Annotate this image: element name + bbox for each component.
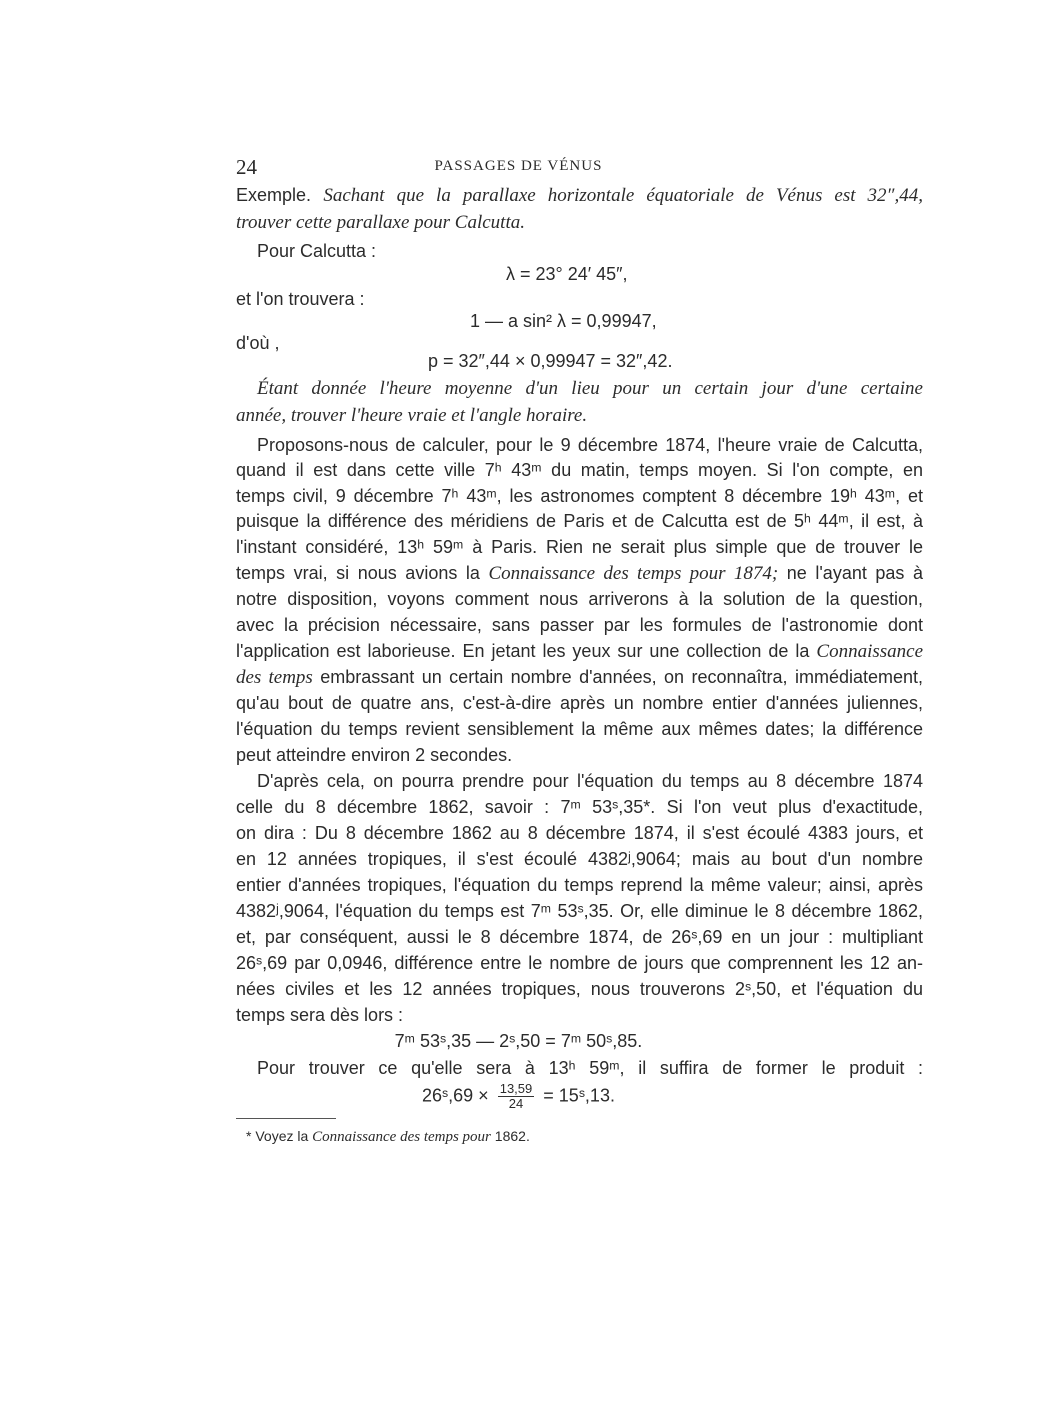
text-line: d'où , [236, 333, 280, 353]
text-line: entier d'années tropiques, l'équation du temps reprend la même valeur; ainsi, après [236, 875, 923, 895]
running-title: PASSAGES DE VÉNUS [434, 158, 603, 174]
text-line: on dira : Du 8 décembre 1862 au 8 décembre 1874, il s'est écoulé 4383 jours, et [236, 823, 923, 843]
text-line [236, 640, 923, 663]
fraction [498, 1082, 535, 1111]
page-number: 24 [236, 155, 257, 179]
text-line: Proposons-nous de calculer, pour le 9 décembre 1874, l'heure vraie de Calcutta, [257, 435, 923, 455]
italic-run: Connaissance [816, 641, 923, 662]
italic-run: Connaissance des temps pour 1874; [488, 563, 779, 584]
text-run: ne l'ayant pas à [778, 563, 923, 583]
formula-left: 26ˢ,69 × [422, 1085, 489, 1106]
text-line: et, par conséquent, aussi le 8 décembre 1874, de 26ˢ,69 en un jour : multipliant [236, 927, 923, 947]
text-line: 4382ʲ,9064, l'équation du temps est 7ᵐ 53ˢ,35. Or, elle diminue le 8 décembre 1862, [236, 901, 923, 921]
formula-factor: 1 — a sin² λ = 0,99947, [470, 311, 657, 331]
text-line: Pour trouver ce qu'elle sera à 13ʰ 59ᵐ, il suffira de former le produit : [257, 1058, 923, 1078]
fraction-denominator: 24 [508, 1096, 524, 1111]
text-line: notre disposition, voyons comment nous arriverons à la solution de la question, [236, 589, 923, 609]
text-line: quand il est dans cette ville 7ʰ 43ᵐ du matin, temps moyen. Si l'on compte, en [236, 460, 923, 480]
text-line: temps sera dès lors : [236, 1005, 404, 1025]
text-run: l'application est laborieuse. En jetant les yeux sur une collection de la [236, 641, 817, 661]
italic-run: Sachant que la parallaxe horizontale équatoriale de Vénus est 32″,44, [323, 185, 923, 206]
text-line [236, 184, 923, 207]
text-line: l'instant considéré, 13ʰ 59ᵐ à Paris. Rien ne serait plus simple que de trouver le [236, 537, 923, 557]
footnote-text: 1862. [490, 1128, 530, 1144]
text-run: embrassant un certain nombre d'années, on reconnaîtra, immédiatement, [312, 667, 924, 687]
text-line: et l'on trouvera : [236, 289, 365, 309]
text-line [236, 562, 923, 585]
section-heading-line: Étant donnée l'heure moyenne d'un lieu pour un certain jour d'une certaine [257, 378, 923, 399]
text-line: D'après cela, on pourra prendre pour l'équation du temps au 8 décembre 1874 [257, 771, 923, 791]
formula-product [0, 1082, 1037, 1111]
text-line: nées civiles et les 12 années tropiques, nous trouverons 2ˢ,50, et l'équation du [236, 979, 923, 999]
footnote-rule [236, 1118, 336, 1119]
text-line: temps civil, 9 décembre 7ʰ 43ᵐ, les astronomes comptent 8 décembre 19ʰ 43ᵐ, et [236, 486, 923, 506]
formula-latitude: λ = 23° 24′ 45″, [506, 264, 628, 284]
text-line [236, 666, 923, 689]
text-line: avec la précision nécessaire, sans passer par les formules de l'astronomie dont [236, 615, 923, 635]
text-line: en 12 années tropiques, il s'est écoulé 4382ʲ,9064; mais au bout d'un nombre [236, 849, 923, 869]
text-line: celle du 8 décembre 1862, savoir : 7ᵐ 53ˢ,35*. Si l'on veut plus d'exactitude, [236, 797, 923, 817]
text-line: qu'au bout de quatre ans, c'est-à-dire après un nombre entier d'années juliennes, [236, 693, 923, 713]
formula-equation-of-time: 7ᵐ 53ˢ,35 — 2ˢ,50 = 7ᵐ 50ˢ,85. [394, 1031, 643, 1051]
section-heading-line: année, trouver l'heure vraie et l'angle horaire. [236, 405, 588, 426]
text-line: peut atteindre environ 2 secondes. [236, 745, 513, 765]
formula-right: = 15ˢ,13. [543, 1085, 615, 1106]
text-line: trouver cette parallaxe pour Calcutta. [236, 212, 525, 233]
text-line: puisque la différence des méridiens de Paris et de Calcutta est de 5ʰ 44ᵐ, il est, à [236, 511, 923, 531]
text-line: Pour Calcutta : [257, 241, 377, 261]
italic-run: des temps [236, 667, 313, 688]
text-run: temps vrai, si nous avions la [236, 563, 489, 583]
text-line: l'équation du temps revient sensiblement la même aux mêmes dates; la différence [236, 719, 923, 739]
text-run: Exemple. [236, 185, 324, 205]
footnote-italic: Connaissance des temps pour [312, 1129, 491, 1145]
footnote [246, 1127, 530, 1146]
formula-parallax: p = 32″,44 × 0,99947 = 32″,42. [428, 351, 673, 371]
fraction-numerator: 13,59 [499, 1081, 533, 1096]
text-line: 26ˢ,69 par 0,0946, différence entre le nombre de jours que comprennent les 12 an- [236, 953, 923, 973]
footnote-text: * Voyez la [246, 1128, 313, 1144]
